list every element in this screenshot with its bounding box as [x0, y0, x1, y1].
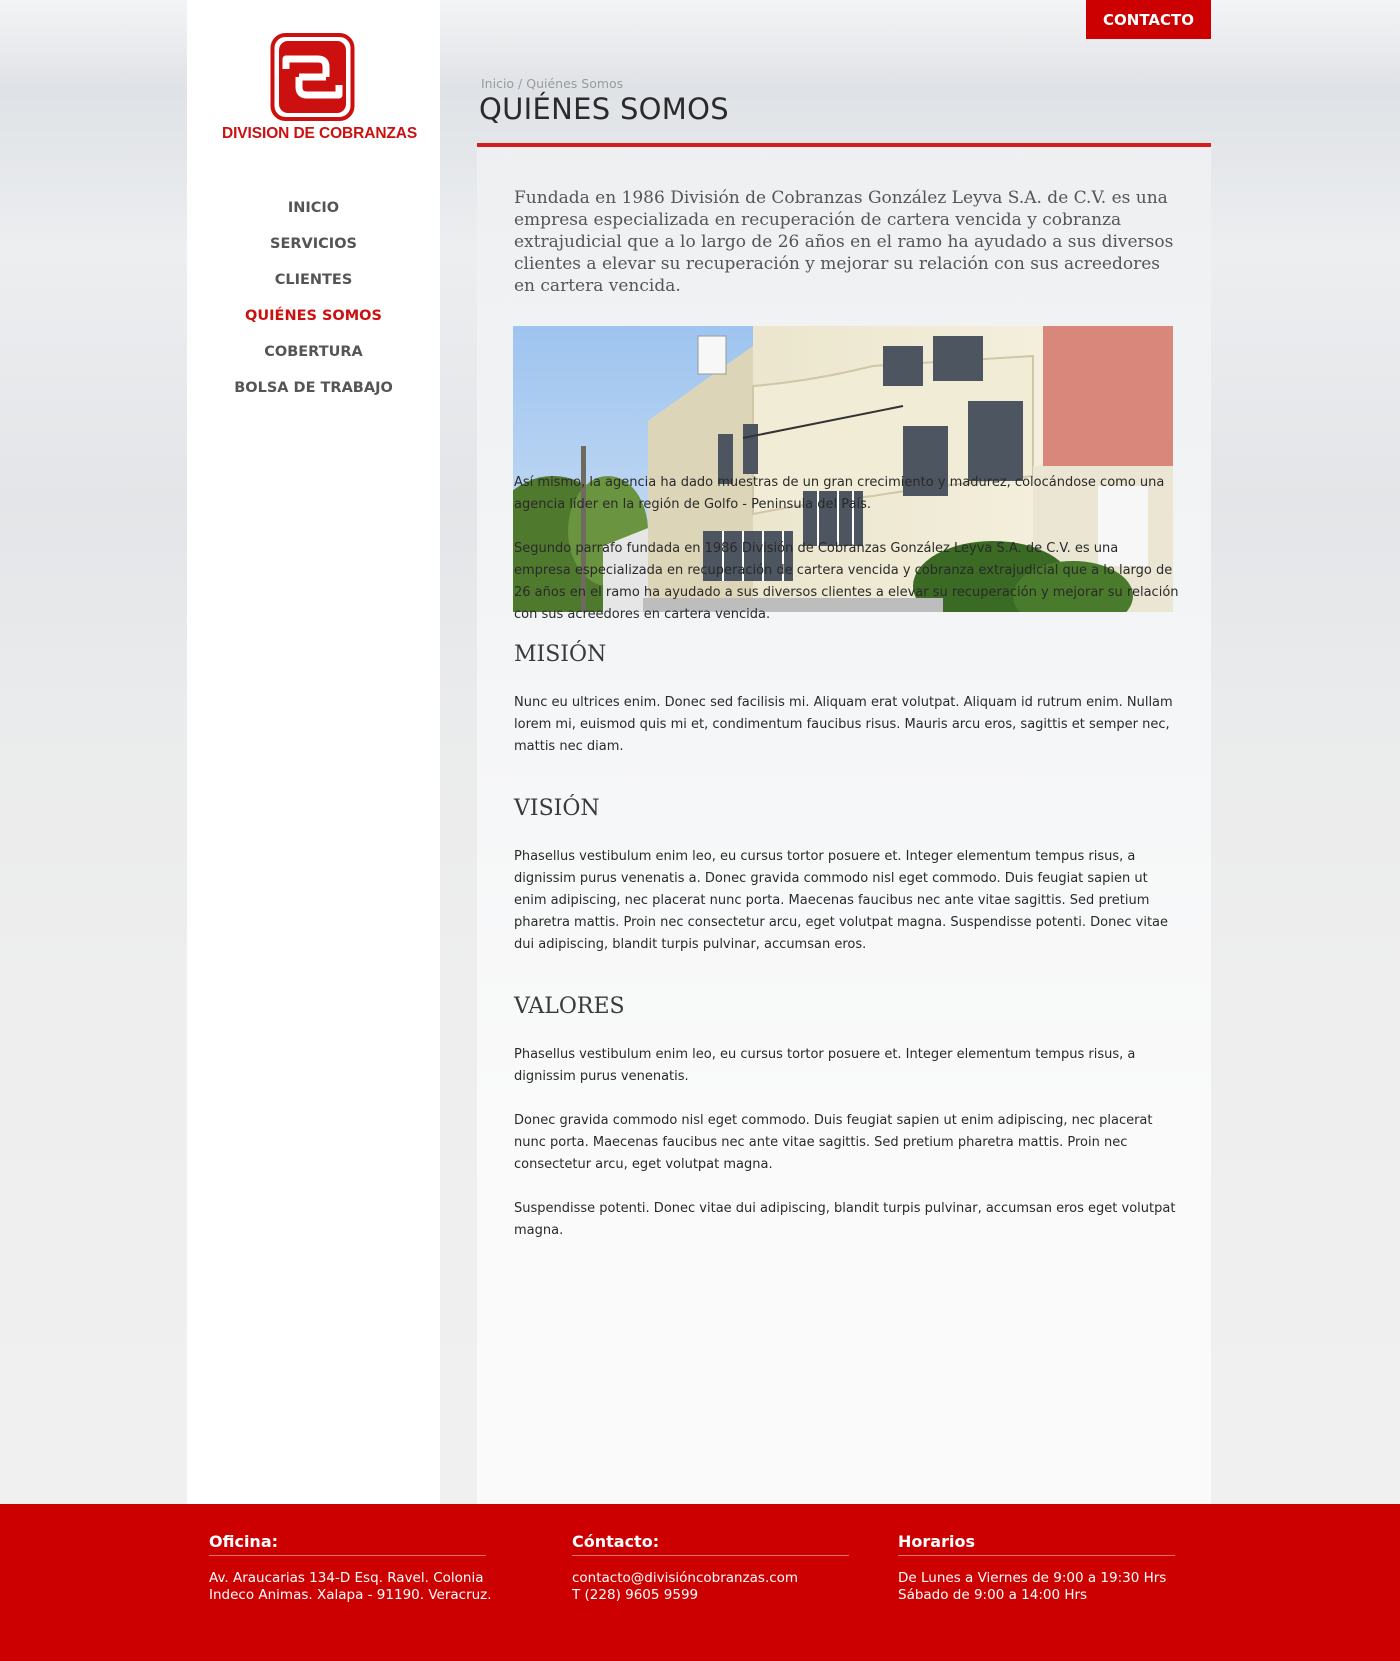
contact-email-link[interactable]: contacto@divisióncobranzas.com	[572, 1570, 799, 1586]
office-address-line-1: Av. Araucarias 134-D Esq. Ravel. Colonia	[209, 1570, 484, 1586]
nav-item-quienes-somos[interactable]: QUIÉNES SOMOS	[245, 308, 382, 324]
nav-item-clientes[interactable]: CLIENTES	[274, 272, 353, 288]
about-paragraph-2: Segundo parrafo fundada en 1986 División de Cobranzas González Leyva S.A. de C.V. es una empresa especializada en recuperación de cartera vencida y cobranza extrajudicial que a lo largo de 26 años en el ramo ha ayudado a sus diversos clientes a elevar su recuperación y mejorar su relación con sus acreedores en cartera vencida.	[514, 541, 1179, 622]
intro-text: Fundada en 1986 División de Cobranzas González Leyva S.A. de C.V. es una empresa especializada en recuperación de cartera vencida y cobranza extrajudicial que a lo largo de 26 años en el ramo ha ayudado a sus diversos clientes a elevar su recuperación y mejorar su relación con sus acreedores en cartera vencida.	[514, 188, 1174, 296]
mision-text: Nunc eu ultrices enim. Donec sed facilisis mi. Aliquam erat volutpat. Aliquam id rutrum enim. Nullam lorem mi, euismod quis mi et, condimentum faucibus risus. Mauris arcu eros, sagittis et semper nec, mattis nec diam.	[514, 695, 1173, 754]
hours-weekdays: De Lunes a Viernes de 9:00 a 19:30 Hrs	[898, 1570, 1167, 1586]
valores-text-2: Donec gravida commodo nisl eget commodo. Duis feugiat sapien ut enim adipiscing, nec placerat nunc porta. Maecenas faucibus nec ante vitae sagittis. Sed pretium pharetra mattis. Proin nec consectetur arcu, eget volutpat magna.	[514, 1113, 1153, 1172]
valores-heading: VALORES	[514, 994, 625, 1019]
footer-office	[209, 1532, 492, 1604]
valores-text-3: Suspendisse potenti. Donec vitae dui adipiscing, blandit turpis pulvinar, accumsan eros eget volutpat magna.	[514, 1201, 1176, 1238]
footer-contact-title: Cóntacto:	[572, 1532, 849, 1556]
breadcrumb[interactable]: Inicio / Quiénes Somos	[481, 76, 624, 91]
nav-item-inicio[interactable]: INICIO	[287, 200, 340, 216]
sidebar	[187, 0, 440, 1504]
footer-hours	[898, 1532, 1175, 1604]
logo-emblem-icon	[222, 33, 405, 123]
about-paragraph-1: Así mismo, la agencia ha dado muestras de un gran crecimiento y madurez, colocándose como una agencia líder en la región de Golfo - Peninsula del País.	[514, 475, 1165, 512]
page-title: QUIÉNES SOMOS	[479, 92, 729, 126]
footer-contact	[572, 1532, 849, 1604]
hours-saturday: Sábado de 9:00 a 14:00 Hrs	[898, 1587, 1088, 1603]
office-address-line-2: Indeco Animas. Xalapa - 91190. Veracruz.	[209, 1587, 492, 1603]
vision-text: Phasellus vestibulum enim leo, eu cursus tortor posuere et. Integer elementum tempus risus, a dignissim purus venenatis a. Donec gravida commodo nisl eget commodo. Duis feugiat sapien ut enim adipiscing, nec placerat nunc porta. Maecenas faucibus nec ante vitae sagittis. Sed pretium pharetra mattis. Proin nec consectetur arcu, eget volutpat magna. Suspendisse potenti. Donec vitae dui adipiscing, blandit turpis pulvinar, accumsan eros.	[514, 849, 1169, 952]
logo-wordmark: DIVISION DE COBRANZAS	[222, 125, 418, 142]
footer-hours-title: Horarios	[898, 1532, 1175, 1556]
content-panel	[477, 143, 1211, 1508]
footer-office-title: Oficina:	[209, 1532, 486, 1556]
nav-item-cobertura[interactable]: COBERTURA	[264, 344, 363, 360]
nav-item-servicios[interactable]: SERVICIOS	[270, 236, 357, 252]
valores-text-1: Phasellus vestibulum enim leo, eu cursus tortor posuere et. Integer elementum tempus risus, a dignissim purus venenatis.	[514, 1047, 1136, 1084]
contact-button[interactable]: CONTACTO	[1086, 0, 1211, 39]
mision-heading: MISIÓN	[514, 642, 607, 667]
footer-office-address	[209, 1570, 492, 1604]
vision-heading: VISIÓN	[514, 796, 600, 821]
company-logo[interactable]	[222, 33, 418, 148]
footer-contact-details	[572, 1570, 849, 1604]
footer-hours-details	[898, 1570, 1175, 1604]
main-nav	[187, 195, 440, 411]
contact-phone: T (228) 9605 9599	[572, 1587, 699, 1603]
nav-item-bolsa-de-trabajo[interactable]: BOLSA DE TRABAJO	[234, 380, 393, 396]
footer	[0, 1504, 1400, 1661]
